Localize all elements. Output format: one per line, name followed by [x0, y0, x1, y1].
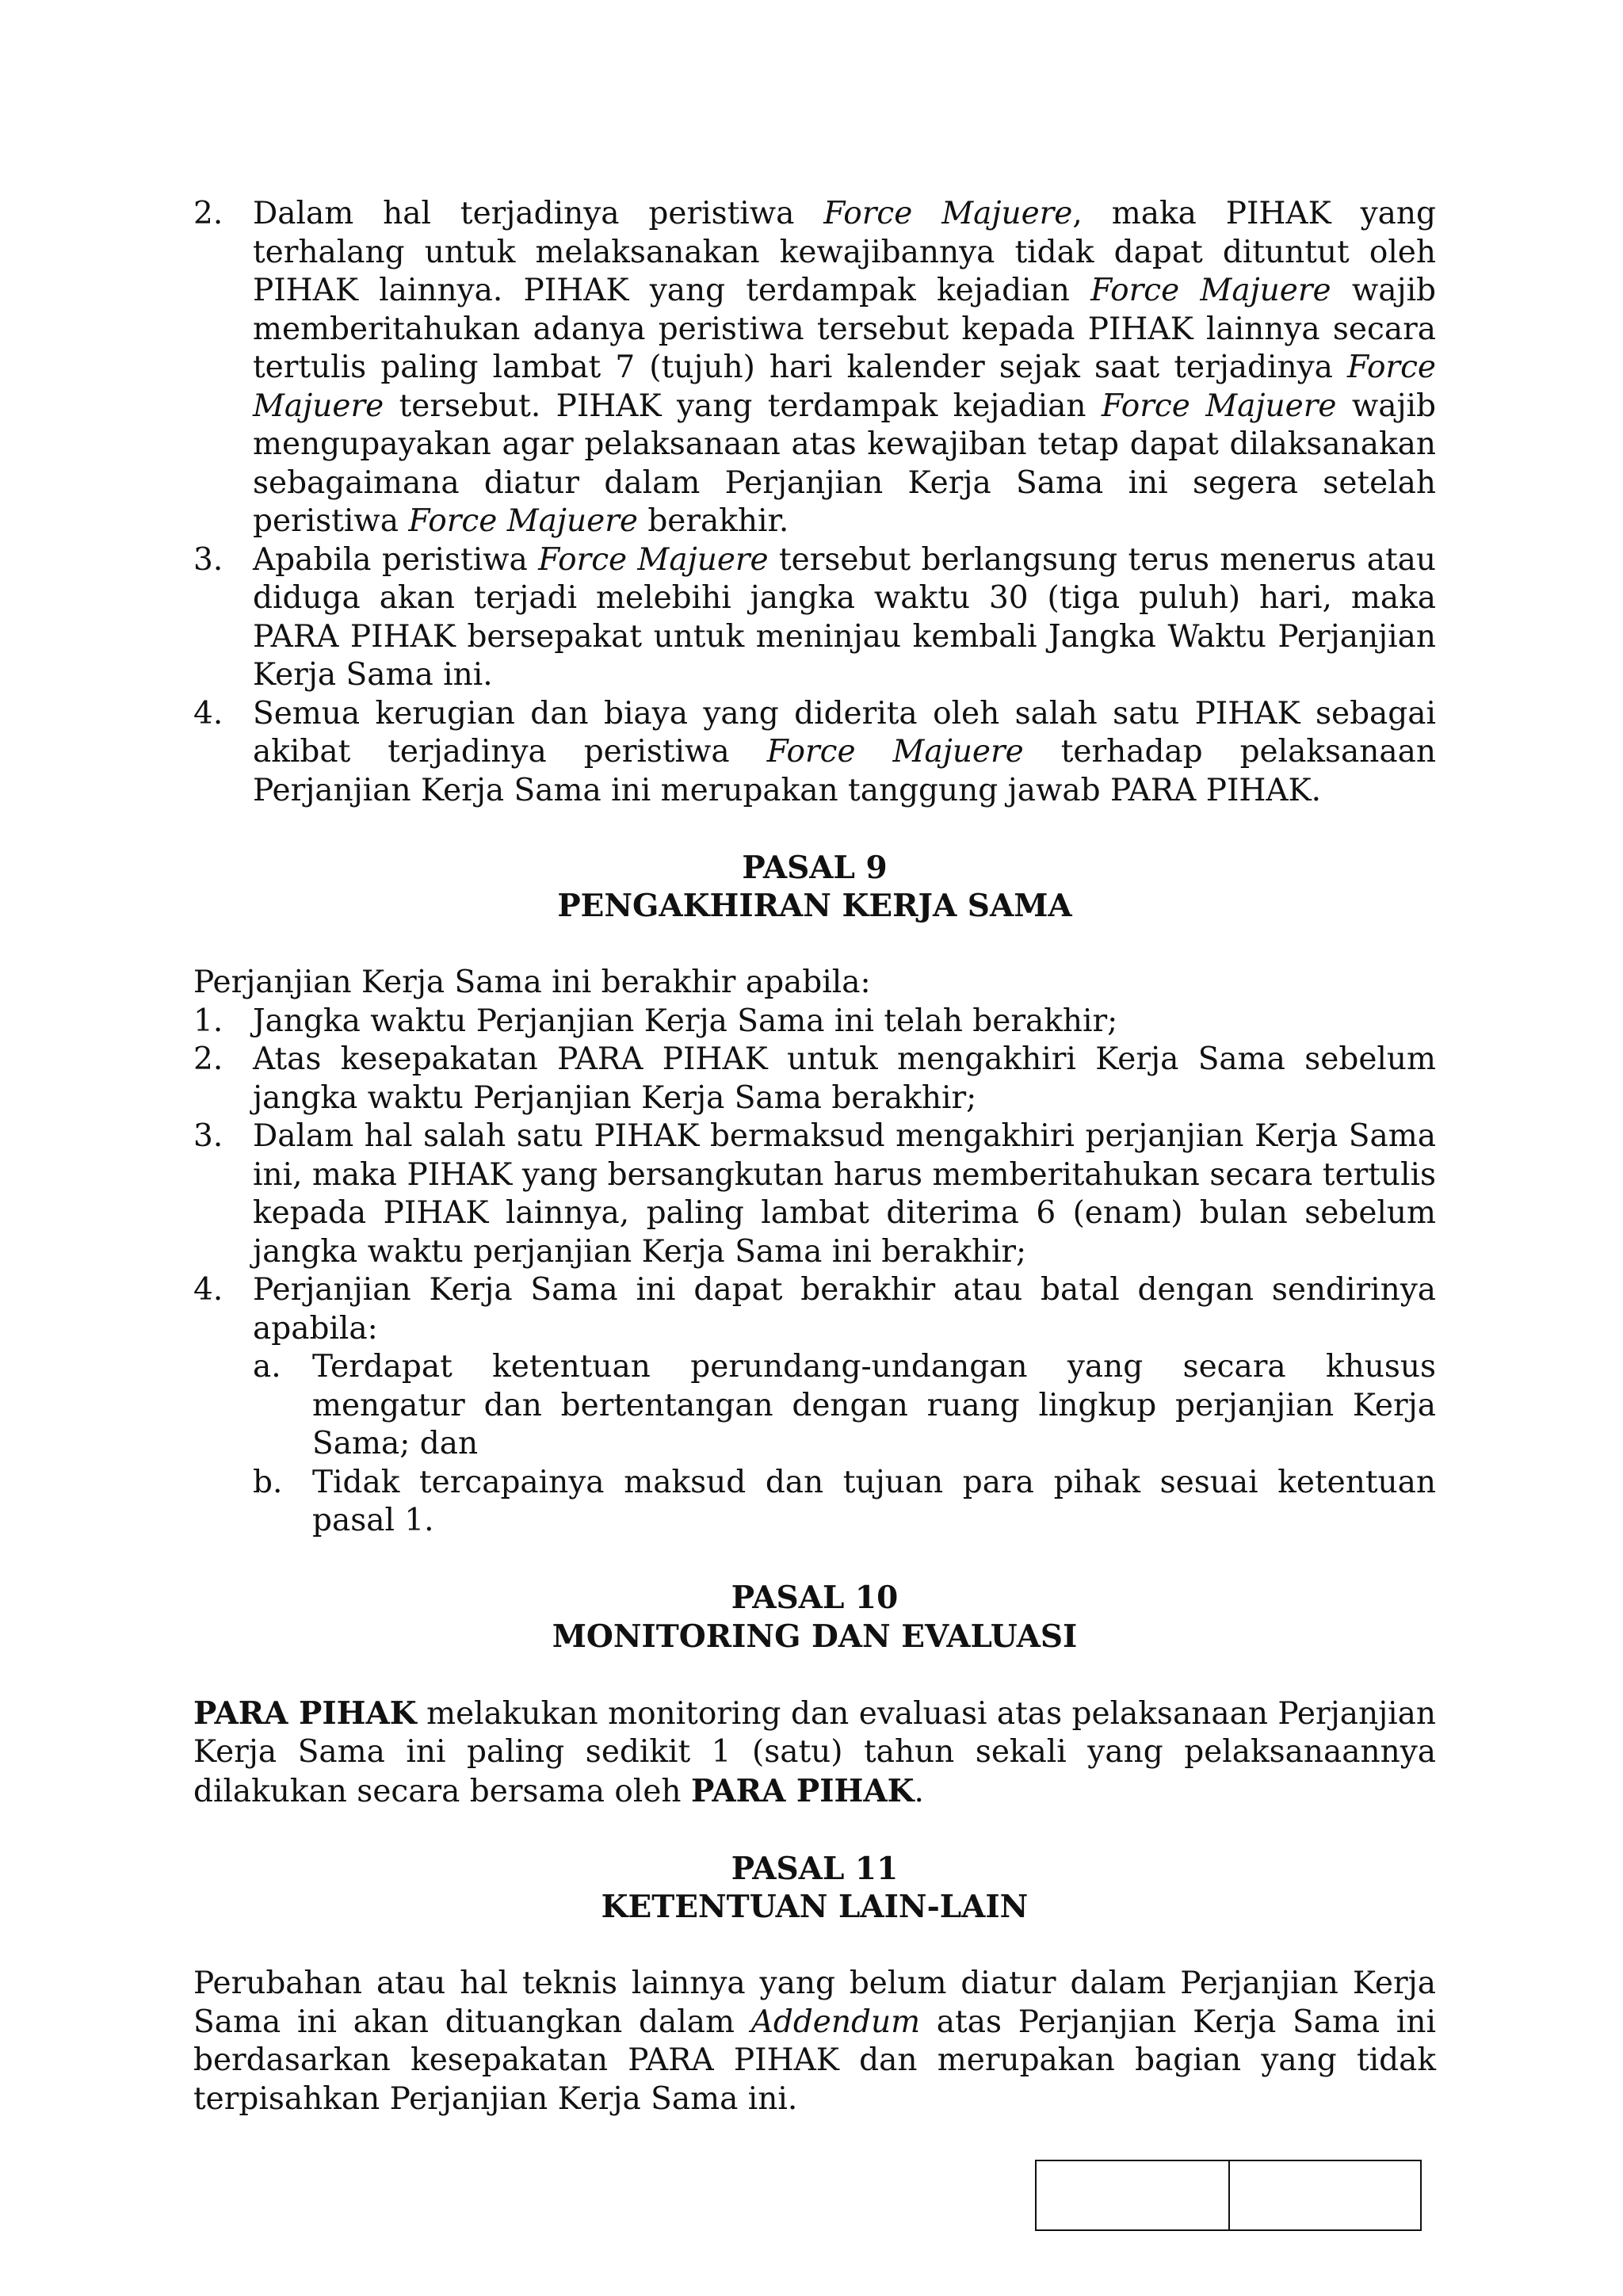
- initials-box: [1035, 2160, 1422, 2231]
- pasal-9-intro: Perjanjian Kerja Sama ini berakhir apabila:: [193, 965, 871, 1000]
- list-item-force-majeure-3: [193, 541, 1436, 695]
- initials-cell-first: [1037, 2161, 1230, 2229]
- pasal-9-number: PASAL 9: [742, 849, 888, 886]
- list-number: 2.: [193, 1041, 223, 1077]
- list-item-force-majeure-2: [193, 195, 1436, 541]
- list-item-force-majeure-4: [193, 695, 1436, 811]
- list-item-text: Dalam hal salah satu PIHAK bermaksud mengakhiri perjanjian Kerja Sama ini, maka PIHAK yang bersangkutan harus memberitahukan secara tertulis kepada PIHAK lainnya, paling lambat diterima 6 (enam) bulan sebelum jangka waktu perjanjian Kerja Sama ini berakhir;: [253, 1118, 1436, 1270]
- list-item-pasal-9-3: [193, 1117, 1436, 1271]
- pasal-11-paragraph: Perubahan atau hal teknis lainnya yang belum diatur dalam Perjanjian Kerja Sama ini akan dituangkan dalam Addendum atas Perjanjian Kerja Sama ini berdasarkan kesepakatan PARA PIHAK dan merupakan bagian yang tidak terpisahkan Perjanjian Kerja Sama ini.: [193, 1966, 1436, 2117]
- list-item-text: Perjanjian Kerja Sama ini dapat berakhir atau batal dengan sendirinya apabila:: [253, 1272, 1436, 1347]
- sub-list-item-text: Tidak tercapainya maksud dan tujuan para pihak sesuai ketentuan pasal 1.: [312, 1464, 1436, 1538]
- sub-list-letter: a.: [253, 1349, 281, 1385]
- list-number: 3.: [193, 541, 223, 578]
- list-number: 1.: [193, 1003, 223, 1039]
- sub-list-item-b: [193, 1464, 1436, 1541]
- document-body: [193, 195, 1436, 2118]
- list-item-text: Jangka waktu Perjanjian Kerja Sama ini telah berakhir;: [253, 1003, 1118, 1039]
- pasal-10-title: MONITORING DAN EVALUASI: [552, 1618, 1078, 1655]
- list-item-pasal-9-4: [193, 1271, 1436, 1348]
- pasal-10-paragraph: PARA PIHAK melakukan monitoring dan evaluasi atas pelaksanaan Perjanjian Kerja Sama ini paling sedikit 1 (satu) tahun sekali yang pelaksanaannya dilakukan secara bersama oleh PARA PIHAK.: [193, 1694, 1437, 1809]
- list-item-pasal-9-2: [193, 1041, 1436, 1117]
- sub-list-item-text: Terdapat ketentuan perundang-undangan yang secara khusus mengatur dan bertentangan dengan ruang lingkup perjanjian Kerja Sama; dan: [312, 1349, 1436, 1461]
- list-item-text: Atas kesepakatan PARA PIHAK untuk mengakhiri Kerja Sama sebelum jangka waktu Perjanjian Kerja Sama berakhir;: [253, 1041, 1436, 1116]
- list-item-text: Semua kerugian dan biaya yang diderita oleh salah satu PIHAK sebagai akibat terjadinya peristiwa Force Majuere terhadap pelaksanaan Perjanjian Kerja Sama ini merupakan tanggung jawab PARA PIHAK.: [253, 695, 1436, 808]
- pasal-9-title: PENGAKHIRAN KERJA SAMA: [557, 888, 1072, 924]
- list-number: 4.: [193, 1272, 223, 1308]
- initials-cell-second: [1230, 2161, 1423, 2229]
- pasal-10-number: PASAL 10: [731, 1580, 899, 1616]
- sub-list-item-a: [193, 1348, 1436, 1464]
- pasal-11-number: PASAL 11: [731, 1850, 899, 1887]
- list-item-text: Apabila peristiwa Force Majuere tersebut berlangsung terus menerus atau diduga akan terjadi melebihi jangka waktu 30 (tiga puluh) hari, maka PARA PIHAK bersepakat untuk meninjau kembali Jangka Waktu Perjanjian Kerja Sama ini.: [253, 541, 1437, 693]
- list-item-pasal-9-1: [193, 1003, 1436, 1041]
- pasal-11-title: KETENTUAN LAIN-LAIN: [601, 1889, 1029, 1925]
- sub-list-letter: b.: [253, 1464, 283, 1500]
- list-number: 2.: [193, 196, 223, 231]
- list-number: 3.: [193, 1118, 223, 1154]
- list-item-text: Dalam hal terjadinya peristiwa Force Majuere, maka PIHAK yang terhalang untuk melaksanakan kewajibannya tidak dapat dituntut oleh PIHAK lainnya. PIHAK yang terdampak kejadian Force Majuere wajib memberitahukan adanya peristiwa tersebut kepada PIHAK lainnya secara tertulis paling lambat 7 (tujuh) hari kalender sejak saat terjadinya Force Majuere tersebut. PIHAK yang terdampak kejadian Force Majuere wajib mengupayakan agar pelaksanaan atas kewajiban tetap dapat dilaksanakan sebagaimana diatur dalam Perjanjian Kerja Sama ini segera setelah peristiwa Force Majuere berakhir.: [253, 196, 1437, 539]
- list-number: 4.: [193, 695, 223, 732]
